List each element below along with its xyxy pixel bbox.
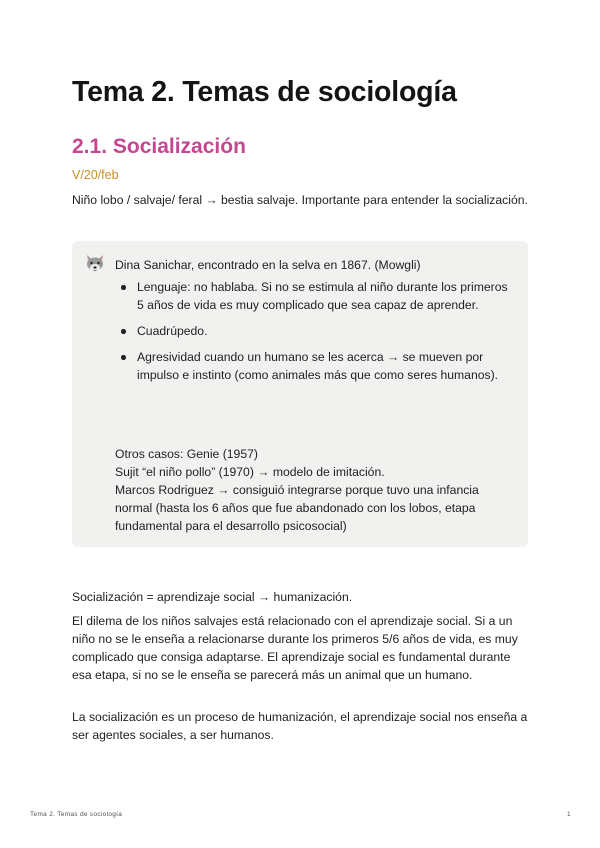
section-heading: 2.1. Socialización [72, 135, 246, 158]
date-label: V/20/feb [72, 168, 119, 182]
intro-paragraph: Niño lobo / salvaje/ feral → bestia salvaje. Importante para entender la socialización. [72, 193, 528, 207]
page-title: Tema 2. Temas de sociología [72, 76, 457, 108]
wolf-icon [84, 253, 106, 275]
body-paragraph: La socialización es un proceso de humanización, el aprendizaje social nos enseña a ser agentes sociales, a ser humanos. [72, 710, 528, 742]
list-item: Agresividad cuando un humano se les acerca → se mueven por impulso e instinto (como animales más que como seres humanos). [115, 348, 510, 384]
other-case-line: Sujit “el niño pollo” (1970) → modelo de imitación. [115, 465, 385, 479]
other-cases [115, 445, 515, 535]
callout-title: Dina Sanichar, encontrado en la selva en 1867. (Mowgli) [115, 258, 421, 272]
body-paragraph: El dilema de los niños salvajes está relacionado con el aprendizaje social. Si a un niño no se le enseña a relacionarse durante los primeros 5/6 años de vida, es muy complicado que consiga adaptarse. El aprendizaje social es fundamental durante esa etapa, si no se le enseña se parecerá más un animal que un humano. [72, 614, 518, 682]
list-item: Lenguaje: no hablaba. Si no se estimula al niño durante los primeros 5 años de vida es muy complicado que sea capaz de aprender. [115, 278, 510, 314]
page-number: 1 [567, 811, 571, 818]
other-case-line: Otros casos: Genie (1957) [115, 447, 258, 461]
body-paragraph: Socialización = aprendizaje social → humanización. [72, 590, 353, 604]
footer-title: Tema 2. Temas de sociología [30, 811, 123, 818]
callout-box [72, 241, 528, 547]
list-item: Cuadrúpedo. [115, 322, 510, 340]
other-case-line: Marcos Rodriguez → consiguió integrarse porque tuvo una infancia normal (hasta los 6 años que fue abandonado con los lobos, etapa fundamental para el desarrollo psicosocial) [115, 483, 479, 533]
callout-bullet-list [115, 278, 510, 392]
